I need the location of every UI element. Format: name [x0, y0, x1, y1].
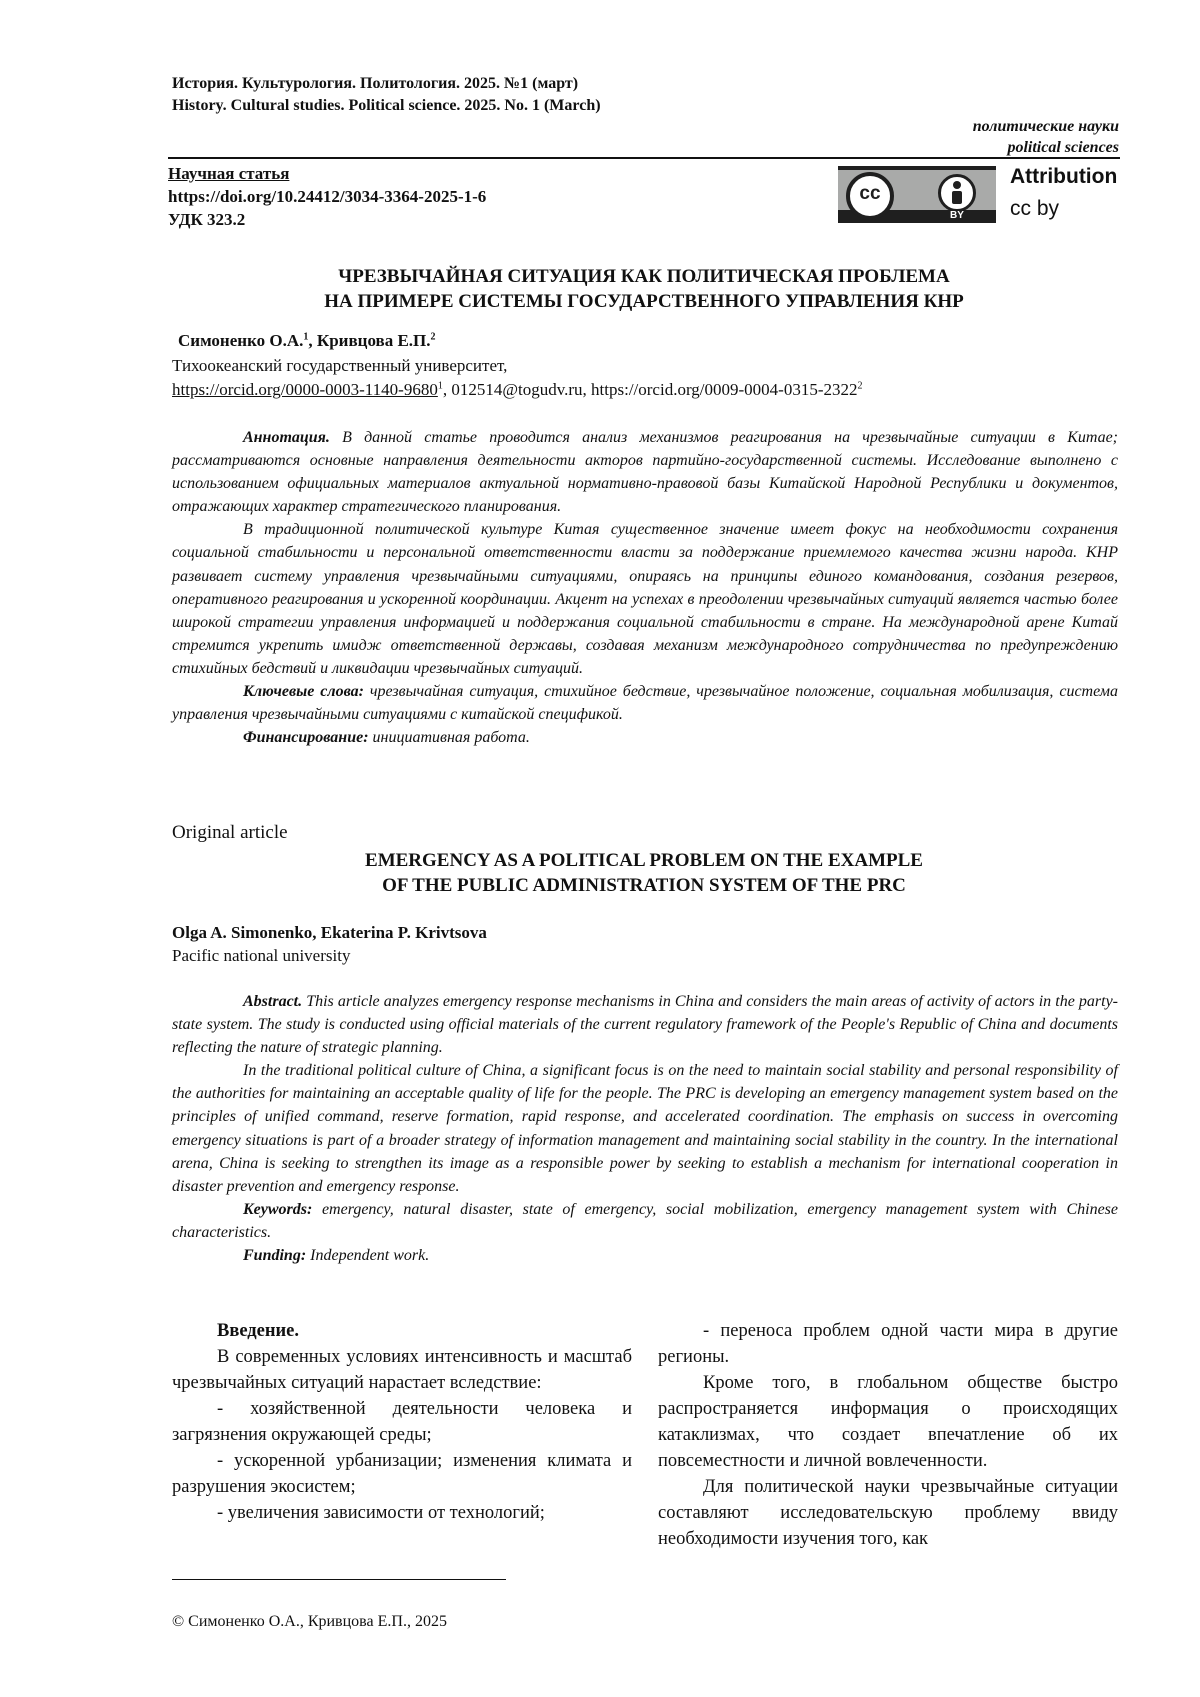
abstract-ru	[172, 426, 1118, 749]
journal-line-en: History. Cultural studies. Political science. 2025. No. 1 (March)	[172, 97, 601, 114]
article-type: Научная статья	[168, 164, 290, 183]
university-en: Pacific national university	[172, 946, 351, 965]
title-en-line2: OF THE PUBLIC ADMINISTRATION SYSTEM OF THE PRC	[382, 875, 906, 896]
person-icon	[938, 174, 976, 212]
abstract-ru-label: Аннотация.	[243, 429, 330, 446]
article-type-en: Original article	[172, 822, 288, 843]
journal-line-ru: История. Культурология. Политология. 2025. №1 (март)	[172, 75, 579, 92]
abstract-ru-p1: Аннотация. В данной статье проводится анализ механизмов реагирования на чрезвычайные ситуации в Китае; рассматриваются основные направления деятельности акторов партийно-государственной системы. Исследование выполнено с использованием официальных материалов актуальной нормативно-правовой базы Китайской Народной Республики и документов, отражающих характер стратегического планирования.	[172, 429, 1118, 516]
author2-ru: Кривцова Е.П.	[316, 331, 431, 350]
author1-en: Olga A. Simonenko	[172, 923, 313, 942]
abstract-en-p2: In the traditional political culture of China, a significant focus is on the need to maintain social stability and personal responsibility of the authorities for maintaining an acceptable quality of life for the people. The PRC is developing an emergency management system based on the principles of unified command, reserve formation, rapid response, and accelerated coordination. The emphasis on success in overcoming emergency situations is part of a broader strategy of information management and maintaining social stability in the country. In the international arena, China is seeking to strengthen its image as a responsible power by seeking to establish a mechanism for international cooperation in disaster prevention and emergency response.	[172, 1062, 1118, 1195]
title-en-line1: EMERGENCY AS A POLITICAL PROBLEM ON THE EXAMPLE	[365, 850, 923, 871]
abstract-en-label: Abstract.	[243, 993, 303, 1010]
section-tag	[973, 116, 1119, 158]
intro-heading: Введение.	[217, 1321, 300, 1341]
doi-link[interactable]: https://doi.org/10.24412/3034-3364-2025-1-6	[168, 187, 487, 206]
contacts-rest: , 012514@togudv.ru, https://orcid.org/0009-0004-0315-2322	[442, 380, 858, 399]
license-title: Attribution	[1010, 165, 1118, 188]
article-meta	[168, 162, 486, 231]
funding-en: Funding: Independent work.	[243, 1247, 430, 1265]
title-ru-line2: НА ПРИМЕРЕ СИСТЕМЫ ГОСУДАРСТВЕННОГО УПРАВЛЕНИЯ КНР	[324, 291, 964, 312]
affiliation-ru	[172, 354, 863, 402]
section-ru: политические науки	[972, 118, 1119, 135]
orcid1-link[interactable]: https://orcid.org/0000-0003-1140-9680	[172, 380, 438, 399]
header-rule	[168, 157, 1120, 159]
title-ru-line1: ЧРЕЗВЫЧАЙНАЯ СИТУАЦИЯ КАК ПОЛИТИЧЕСКАЯ ПРОБЛЕМА	[338, 266, 950, 287]
authors-en: Olga A. Simonenko, Ekaterina P. Krivtsova	[172, 923, 487, 942]
funding-en-label: Funding:	[243, 1247, 307, 1265]
funding-ru-label: Финансирование:	[243, 729, 369, 747]
body-paragraph: - увеличения зависимости от технологий;	[217, 1503, 545, 1523]
cc-icon	[846, 172, 894, 220]
footnote-rule	[172, 1579, 506, 1580]
abstract-en-p1: Abstract. This article analyzes emergency response mechanisms in China and considers the main areas of activity of actors in the party-state system. The study is conducted using official materials of the current regulatory framework of the People's Republic of China and documents reflecting the nature of strategic planning.	[172, 993, 1118, 1057]
cc-icon-label: cc	[859, 183, 881, 204]
body-paragraph: - хозяйственной деятельности человека и загрязнения окружающей среды;	[172, 1399, 632, 1445]
body-left-column	[172, 1318, 632, 1526]
author2-en: Ekaterina P. Krivtsova	[320, 923, 487, 942]
by-label: BY	[950, 210, 964, 221]
funding-ru: Финансирование: инициативная работа.	[243, 729, 530, 747]
section-en: political sciences	[1007, 139, 1119, 156]
university-ru: Тихоокеанский государственный университет,	[172, 356, 508, 375]
title-ru	[168, 264, 1120, 314]
authors-ru: Симоненко О.А.$^1$, Кривцова Е.П.$^2$	[178, 331, 436, 350]
body-paragraph: Для политической науки чрезвычайные ситуации составляют исследовательскую проблему ввиду необходимости изучения того, как	[658, 1477, 1118, 1549]
cc-license-badge[interactable]	[838, 166, 996, 223]
udk-code: УДК 323.2	[168, 210, 246, 229]
abstract-ru-p2: В традиционной политической культуре Китая существенное значение имеет фокус на необходимости сохранения социальной стабильности и персональной ответственности власти за поддержание приемлемого качества жизни народа. КНР развивает систему управления чрезвычайными ситуациями, опираясь на принципы единого командования, создания резервов, оперативного реагирования и ускоренной координации. Акцент на успехах в преодолении чрезвычайных ситуаций является частью более широкой стратегии управления информацией и поддержания социальной стабильности в стране. На международной арене Китай стремится укрепить имидж ответственной державы, создавая механизм международного сотрудничества по предупреждению стихийных бедствий и ликвидации чрезвычайных ситуаций.	[172, 521, 1118, 677]
body-paragraph: Кроме того, в глобальном обществе быстро распространяется информация о происходящих катаклизмах, что создает впечатление об их повсеместности и личной вовлеченности.	[658, 1373, 1118, 1471]
keywords-ru: Ключевые слова: чрезвычайная ситуация, стихийное бедствие, чрезвычайное положение, социальная мобилизация, система управления чрезвычайными ситуациями с китайской спецификой.	[172, 683, 1119, 724]
keywords-en: Keywords: emergency, natural disaster, state of emergency, social mobilization, emergency management system with Chinese characteristics.	[172, 1200, 1118, 1241]
journal-header	[172, 73, 601, 117]
keywords-ru-label: Ключевые слова:	[243, 683, 364, 701]
copyright-line: © Симоненко О.А., Кривцова Е.П., 2025	[172, 1613, 447, 1630]
body-paragraph: - ускоренной урбанизации; изменения климата и разрушения экосистем;	[172, 1451, 632, 1497]
author2-sup: 2	[430, 331, 436, 343]
contacts-ru: https://orcid.org/0000-0003-1140-9680$^1$, 012514@togudv.ru, https://orcid.org/0009-0004-0315-2322$^2$	[172, 380, 863, 399]
license-subtitle: cc by	[1010, 197, 1060, 220]
abstract-en	[172, 990, 1118, 1267]
author1-sup: 1	[303, 331, 309, 343]
body-paragraph: В современных условиях интенсивность и масштаб чрезвычайных ситуаций нарастает вследствие:	[172, 1347, 632, 1393]
body-paragraph: - переноса проблем одной части мира в другие регионы.	[658, 1321, 1118, 1367]
title-en	[168, 848, 1120, 898]
keywords-en-label: Keywords:	[243, 1200, 313, 1218]
author1-ru: Симоненко О.А.	[178, 331, 304, 350]
body-right-column	[658, 1318, 1118, 1552]
